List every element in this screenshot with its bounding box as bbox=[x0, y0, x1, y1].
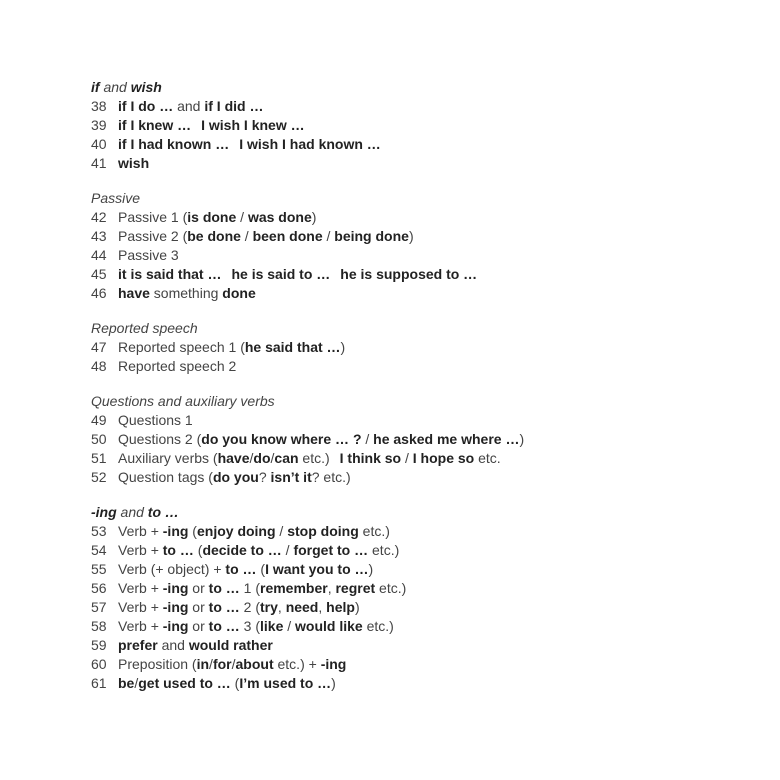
unit-title bbox=[118, 246, 179, 265]
plain-text: ? etc.) bbox=[311, 469, 351, 485]
unit-number: 56 bbox=[91, 580, 107, 596]
plain-text: / bbox=[401, 450, 413, 466]
unit-number: 54 bbox=[91, 542, 107, 558]
section bbox=[91, 189, 751, 303]
bold-text: done bbox=[222, 285, 256, 301]
bold-text: be done bbox=[187, 228, 241, 244]
unit-title bbox=[118, 430, 524, 449]
section-title bbox=[91, 319, 751, 338]
plain-text: ) bbox=[519, 431, 525, 447]
unit-entry[interactable] bbox=[91, 468, 751, 487]
plain-text: etc.) bbox=[358, 523, 390, 539]
unit-number: 38 bbox=[91, 98, 107, 114]
unit-number: 57 bbox=[91, 599, 107, 615]
section bbox=[91, 392, 751, 487]
bold-text: to … bbox=[225, 561, 257, 577]
bold-text: try bbox=[260, 599, 278, 615]
bold-text: been done bbox=[252, 228, 323, 244]
bold-text: do bbox=[253, 450, 271, 466]
bold-text: -ing bbox=[162, 523, 189, 539]
plain-text: ( bbox=[193, 542, 203, 558]
bold-text: in bbox=[196, 656, 210, 672]
plain-text: / bbox=[322, 228, 335, 244]
plain-text: Reported speech bbox=[91, 320, 198, 336]
plain-text: / bbox=[275, 523, 288, 539]
unit-entry[interactable] bbox=[91, 116, 751, 135]
bold-text: I wish I knew … bbox=[201, 117, 305, 133]
section bbox=[91, 78, 751, 173]
unit-title bbox=[118, 468, 351, 487]
plain-text: etc.) bbox=[362, 618, 394, 634]
bold-text: -ing bbox=[91, 504, 117, 520]
plain-text: 2 ( bbox=[239, 599, 260, 615]
bold-text: to … bbox=[147, 504, 179, 520]
plain-text: Questions 2 ( bbox=[118, 431, 202, 447]
plain-text: ) bbox=[340, 339, 346, 355]
unit-title bbox=[118, 97, 263, 116]
bold-text: if I do … bbox=[118, 98, 174, 114]
bold-text: to … bbox=[208, 618, 240, 634]
plain-text: / bbox=[236, 209, 248, 225]
bold-text: prefer bbox=[118, 637, 158, 653]
section bbox=[91, 319, 751, 376]
plain-text: and bbox=[157, 637, 189, 653]
bold-text: if I had known … bbox=[118, 136, 230, 152]
plain-text: 3 ( bbox=[239, 618, 260, 634]
plain-text: etc.) bbox=[368, 542, 400, 558]
plain-text: something bbox=[149, 285, 223, 301]
plain-text: Passive bbox=[91, 190, 141, 206]
bold-text: he asked me where … bbox=[373, 431, 520, 447]
unit-entry[interactable] bbox=[91, 541, 751, 560]
plain-text: ) bbox=[408, 228, 414, 244]
bold-text: wish bbox=[130, 79, 162, 95]
bold-text: he is said to … bbox=[231, 266, 331, 282]
unit-entry[interactable] bbox=[91, 284, 751, 303]
unit-title bbox=[118, 449, 501, 468]
bold-text: stop doing bbox=[287, 523, 359, 539]
plain-text: Passive 3 bbox=[118, 247, 179, 263]
plain-text: Verb + bbox=[118, 599, 163, 615]
bold-text: if I knew … bbox=[118, 117, 192, 133]
bold-text: I think so bbox=[339, 450, 402, 466]
plain-text: etc. bbox=[474, 450, 501, 466]
unit-entry[interactable] bbox=[91, 246, 751, 265]
plain-text: / bbox=[240, 228, 253, 244]
bold-text: -ing bbox=[162, 580, 189, 596]
bold-text: if bbox=[91, 79, 100, 95]
unit-entry[interactable] bbox=[91, 227, 751, 246]
bold-text: -ing bbox=[162, 618, 189, 634]
bold-text: enjoy doing bbox=[196, 523, 276, 539]
bold-text: do you know where … ? bbox=[201, 431, 362, 447]
unit-entry[interactable] bbox=[91, 135, 751, 154]
unit-title bbox=[118, 135, 381, 154]
bold-text: be bbox=[118, 675, 135, 691]
plain-text: ( bbox=[188, 523, 197, 539]
plain-text: Questions and auxiliary verbs bbox=[91, 393, 275, 409]
unit-number: 40 bbox=[91, 136, 107, 152]
unit-title bbox=[118, 522, 390, 541]
plain-text: Passive 2 ( bbox=[118, 228, 188, 244]
plain-text: Preposition ( bbox=[118, 656, 197, 672]
unit-title bbox=[118, 227, 414, 246]
plain-text: etc.) bbox=[375, 580, 407, 596]
section-title bbox=[91, 189, 751, 208]
bold-text: isn’t it bbox=[270, 469, 312, 485]
unit-number: 43 bbox=[91, 228, 107, 244]
unit-entry[interactable] bbox=[91, 430, 751, 449]
plain-text: Passive 1 ( bbox=[118, 209, 188, 225]
bold-text: forget to … bbox=[293, 542, 369, 558]
unit-number: 53 bbox=[91, 523, 107, 539]
plain-text: Questions 1 bbox=[118, 412, 193, 428]
unit-title bbox=[118, 579, 406, 598]
plain-text: / bbox=[249, 450, 254, 466]
unit-title bbox=[118, 636, 273, 655]
unit-title bbox=[118, 338, 345, 357]
plain-text: Reported speech 2 bbox=[118, 358, 237, 374]
bold-text: have bbox=[118, 285, 150, 301]
bold-text: to … bbox=[208, 599, 240, 615]
unit-entry[interactable] bbox=[91, 265, 751, 284]
unit-title bbox=[118, 284, 256, 303]
unit-number: 55 bbox=[91, 561, 107, 577]
bold-text: would like bbox=[295, 618, 363, 634]
unit-entry[interactable] bbox=[91, 411, 751, 430]
bold-text: can bbox=[274, 450, 299, 466]
plain-text: Reported speech 1 ( bbox=[118, 339, 245, 355]
bold-text: I want you to … bbox=[265, 561, 369, 577]
plain-text: or bbox=[188, 580, 209, 596]
bold-text: help bbox=[326, 599, 355, 615]
plain-text: Verb + bbox=[118, 580, 163, 596]
bold-text: decide to … bbox=[202, 542, 282, 558]
bold-text: I hope so bbox=[412, 450, 475, 466]
bold-text: remember bbox=[260, 580, 328, 596]
bold-text: being done bbox=[334, 228, 409, 244]
plain-text: , bbox=[327, 580, 336, 596]
plain-text: Verb (+ object) + bbox=[118, 561, 226, 577]
section bbox=[91, 503, 751, 693]
plain-text: Verb + bbox=[118, 523, 163, 539]
unit-title bbox=[118, 208, 316, 227]
unit-entry[interactable] bbox=[91, 97, 751, 116]
unit-number: 45 bbox=[91, 266, 107, 282]
bold-text: was done bbox=[247, 209, 312, 225]
unit-number: 48 bbox=[91, 358, 107, 374]
section-title bbox=[91, 78, 751, 97]
plain-text: etc.) + bbox=[273, 656, 321, 672]
unit-number: 49 bbox=[91, 412, 107, 428]
unit-entry[interactable] bbox=[91, 522, 751, 541]
unit-entry[interactable] bbox=[91, 560, 751, 579]
plain-text: ) bbox=[331, 675, 336, 691]
unit-entry[interactable] bbox=[91, 357, 751, 376]
unit-number: 52 bbox=[91, 469, 107, 485]
plain-text: Verb + bbox=[118, 542, 163, 558]
unit-entry[interactable] bbox=[91, 598, 751, 617]
bold-text: is done bbox=[187, 209, 237, 225]
unit-entry[interactable] bbox=[91, 154, 751, 173]
unit-number: 61 bbox=[91, 675, 107, 691]
plain-text: and bbox=[99, 79, 131, 95]
unit-title bbox=[118, 598, 360, 617]
unit-title bbox=[118, 617, 394, 636]
plain-text: etc.) bbox=[298, 450, 330, 466]
unit-entry[interactable] bbox=[91, 636, 751, 655]
unit-title bbox=[118, 541, 399, 560]
bold-text: would rather bbox=[188, 637, 273, 653]
bold-text: get used to … bbox=[138, 675, 231, 691]
plain-text: , bbox=[277, 599, 286, 615]
unit-number: 51 bbox=[91, 450, 107, 466]
plain-text: ) bbox=[311, 209, 317, 225]
bold-text: do you bbox=[212, 469, 259, 485]
bold-text: I wish I had known … bbox=[239, 136, 381, 152]
plain-text: / bbox=[361, 431, 374, 447]
unit-title bbox=[118, 674, 336, 693]
bold-text: I’m used to … bbox=[239, 675, 332, 691]
plain-text: ) bbox=[354, 599, 360, 615]
bold-text: -ing bbox=[320, 656, 347, 672]
plain-text: / bbox=[270, 450, 275, 466]
plain-text: ( bbox=[256, 561, 266, 577]
unit-number: 42 bbox=[91, 209, 107, 225]
unit-number: 39 bbox=[91, 117, 107, 133]
unit-number: 44 bbox=[91, 247, 107, 263]
plain-text: / bbox=[231, 656, 236, 672]
unit-number: 58 bbox=[91, 618, 107, 634]
unit-entry[interactable] bbox=[91, 617, 751, 636]
plain-text: 1 ( bbox=[239, 580, 260, 596]
unit-title bbox=[118, 265, 477, 284]
bold-text: have bbox=[217, 450, 250, 466]
plain-text: , bbox=[318, 599, 327, 615]
plain-text: / bbox=[283, 618, 296, 634]
plain-text: / bbox=[134, 675, 139, 691]
unit-entry[interactable] bbox=[91, 674, 751, 693]
unit-title bbox=[118, 154, 149, 173]
plain-text: ) bbox=[368, 561, 374, 577]
bold-text: to … bbox=[208, 580, 240, 596]
plain-text: / bbox=[209, 656, 213, 672]
unit-title bbox=[118, 560, 373, 579]
bold-text: he said that … bbox=[244, 339, 341, 355]
plain-text: and bbox=[173, 98, 205, 114]
plain-text: or bbox=[188, 599, 209, 615]
bold-text: need bbox=[285, 599, 319, 615]
unit-entry[interactable] bbox=[91, 579, 751, 598]
plain-text: Verb + bbox=[118, 618, 163, 634]
plain-text: ? bbox=[258, 469, 271, 485]
unit-entry[interactable] bbox=[91, 338, 751, 357]
unit-number: 59 bbox=[91, 637, 107, 653]
plain-text: / bbox=[281, 542, 294, 558]
unit-entry[interactable] bbox=[91, 655, 751, 674]
bold-text: about bbox=[235, 656, 274, 672]
bold-text: regret bbox=[335, 580, 376, 596]
unit-entry[interactable] bbox=[91, 449, 751, 468]
bold-text: for bbox=[212, 656, 232, 672]
bold-text: if I did … bbox=[204, 98, 264, 114]
plain-text: Auxiliary verbs ( bbox=[118, 450, 218, 466]
bold-text: to … bbox=[162, 542, 194, 558]
section-title bbox=[91, 392, 751, 411]
plain-text: or bbox=[188, 618, 209, 634]
plain-text: ( bbox=[230, 675, 240, 691]
unit-number: 60 bbox=[91, 656, 107, 672]
unit-title bbox=[118, 411, 193, 430]
unit-title bbox=[118, 357, 236, 376]
bold-text: like bbox=[260, 618, 284, 634]
unit-entry[interactable] bbox=[91, 208, 751, 227]
bold-text: it is said that … bbox=[118, 266, 222, 282]
unit-number: 47 bbox=[91, 339, 107, 355]
unit-number: 50 bbox=[91, 431, 107, 447]
plain-text: Question tags ( bbox=[118, 469, 213, 485]
unit-title bbox=[118, 655, 346, 674]
bold-text: wish bbox=[118, 155, 150, 171]
section-title bbox=[91, 503, 751, 522]
plain-text: and bbox=[116, 504, 148, 520]
contents-list bbox=[91, 78, 751, 709]
unit-number: 41 bbox=[91, 155, 107, 171]
unit-number: 46 bbox=[91, 285, 107, 301]
bold-text: he is supposed to … bbox=[340, 266, 478, 282]
unit-title bbox=[118, 116, 305, 135]
bold-text: -ing bbox=[162, 599, 189, 615]
